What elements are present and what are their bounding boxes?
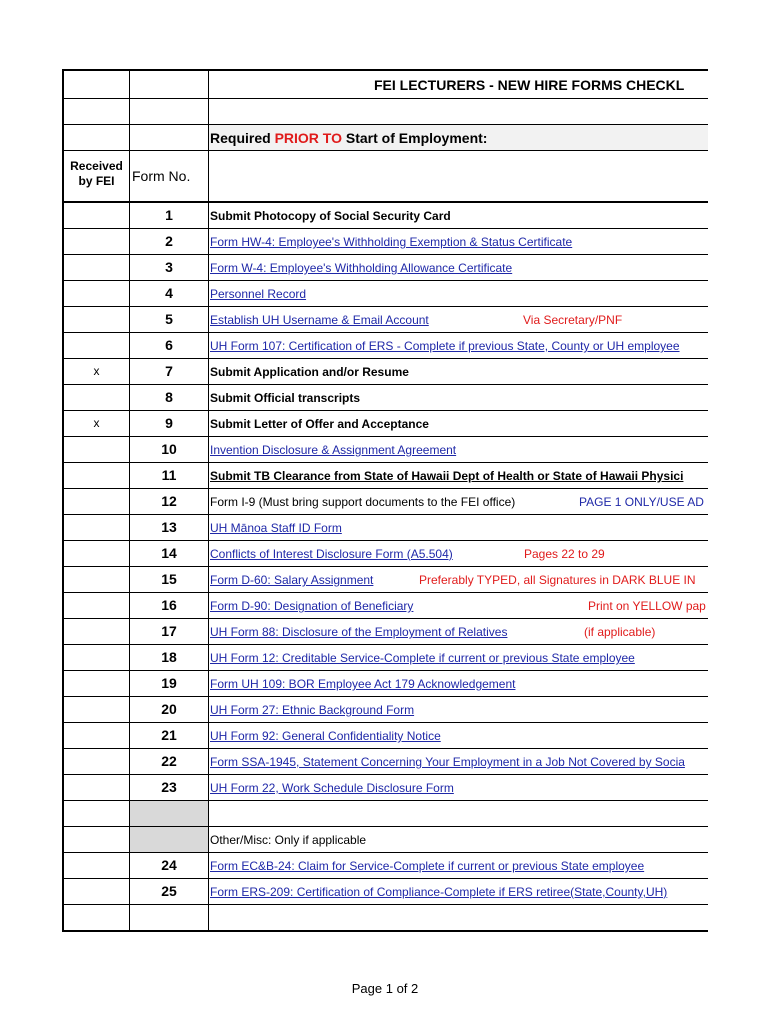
table-row [62,619,708,645]
table-row [62,281,708,307]
form-link[interactable]: Form UH 109: BOR Employee Act 179 Acknowledgement [210,677,516,691]
received-by-fei-header: Received by FEI [62,151,130,201]
form-number: 13 [130,515,209,540]
table-row [62,515,708,541]
form-link[interactable]: Conflicts of Interest Disclosure Form (A5.504) [210,547,453,561]
received-mark [62,307,130,332]
received-mark [62,671,130,696]
table-row [62,229,708,255]
blank-row [62,905,708,932]
table-row [62,697,708,723]
form-number: 6 [130,333,209,358]
table-row [62,463,708,489]
form-no-header: Form No. [130,151,209,201]
form-link[interactable]: UH Mānoa Staff ID Form [210,521,342,535]
form-number: 22 [130,749,209,774]
received-mark: x [62,411,130,436]
form-link[interactable]: UH Form 22, Work Schedule Disclosure Form [210,781,454,795]
table-row [62,879,708,905]
form-link[interactable]: Form W-4: Employee's Withholding Allowance Certificate [210,261,513,275]
form-number: 7 [130,359,209,384]
table-row [62,255,708,281]
table-row [62,411,708,437]
blank-row [62,801,708,827]
received-mark [62,255,130,280]
form-description: Form I-9 (Must bring support documents to the FEI office) [210,495,516,509]
table-row [62,775,708,801]
form-link[interactable]: UH Form 92: General Confidentiality Notice [210,729,441,743]
received-mark [62,853,130,878]
form-number: 4 [130,281,209,306]
form-link[interactable]: Form EC&B-24: Claim for Service-Complete if current or previous State employee [210,859,645,873]
received-mark [62,437,130,462]
form-number: 24 [130,853,209,878]
received-mark [62,229,130,254]
blank-row [62,99,708,125]
title-row [62,69,708,99]
form-number: 1 [130,203,209,228]
form-number: 16 [130,593,209,618]
received-mark [62,879,130,904]
table-row [62,541,708,567]
form-note: (if applicable) [584,625,656,639]
form-link[interactable]: UH Form 27: Ethnic Background Form [210,703,415,717]
received-mark [62,385,130,410]
received-mark [62,593,130,618]
received-mark [62,463,130,488]
received-mark [62,515,130,540]
received-mark [62,645,130,670]
form-number: 5 [130,307,209,332]
form-description: Submit TB Clearance from State of Hawaii Dept of Health or State of Hawaii Physici [210,469,684,483]
table-row [62,671,708,697]
form-link[interactable]: Establish UH Username & Email Account [210,313,429,327]
received-mark [62,203,130,228]
received-mark [62,281,130,306]
subheading-row [62,125,708,151]
table-row [62,307,708,333]
form-note: Preferably TYPED, all Signatures in DARK BLUE IN [419,573,696,587]
received-mark [62,619,130,644]
form-description: Submit Photocopy of Social Security Card [210,209,451,223]
form-rows [62,203,708,801]
form-description: Submit Letter of Offer and Acceptance [210,417,429,431]
table-row [62,359,708,385]
column-header-row [62,151,708,203]
table-row [62,437,708,463]
table-row [62,645,708,671]
received-mark [62,333,130,358]
other-misc-label: Other/Misc: Only if applicable [210,833,367,847]
form-note: Pages 22 to 29 [524,547,605,561]
form-link[interactable]: Invention Disclosure & Assignment Agreement [210,443,457,457]
form-number: 9 [130,411,209,436]
form-number: 17 [130,619,209,644]
received-mark: x [62,359,130,384]
form-number: 19 [130,671,209,696]
form-number: 12 [130,489,209,514]
table-row [62,567,708,593]
form-link[interactable]: Form D-90: Designation of Beneficiary [210,599,414,613]
form-number: 21 [130,723,209,748]
form-link[interactable]: Personnel Record [210,287,307,301]
form-description: Submit Application and/or Resume [210,365,409,379]
form-link[interactable]: Form D-60: Salary Assignment [210,573,374,587]
form-number: 14 [130,541,209,566]
form-note: Via Secretary/PNF [523,313,623,327]
form-link[interactable]: UH Form 107: Certification of ERS - Complete if previous State, County or UH employee [210,339,680,353]
form-number: 2 [130,229,209,254]
received-mark [62,723,130,748]
form-number: 25 [130,879,209,904]
table-row [62,723,708,749]
form-description: Submit Official transcripts [210,391,361,405]
form-link[interactable]: Form SSA-1945, Statement Concerning Your Employment in a Job Not Covered by Socia [210,755,685,769]
table-row [62,853,708,879]
table-row [62,489,708,515]
form-link[interactable]: Form HW-4: Employee's Withholding Exemption & Status Certificate [210,235,573,249]
received-mark [62,775,130,800]
received-mark [62,749,130,774]
form-number: 15 [130,567,209,592]
page-title: FEI LECTURERS - NEW HIRE FORMS CHECKL [374,77,685,93]
form-note: PAGE 1 ONLY/USE AD [579,495,704,509]
table-row [62,203,708,229]
form-number: 23 [130,775,209,800]
table-row [62,333,708,359]
table-row [62,593,708,619]
form-number: 10 [130,437,209,462]
extra-form-rows [62,853,708,905]
form-link[interactable]: UH Form 88: Disclosure of the Employment of Relatives [210,625,508,639]
other-misc-row [62,827,708,853]
page-number: Page 1 of 2 [351,981,419,996]
section-heading: Required PRIOR TO Start of Employment: [209,125,708,150]
table-row [62,385,708,411]
form-link[interactable]: Form ERS-209: Certification of Compliance-Complete if ERS retiree(State,County,UH) [210,885,668,899]
received-mark [62,567,130,592]
forms-checklist-table [62,69,708,932]
received-mark [62,541,130,566]
form-number: 11 [130,463,209,488]
table-row [62,749,708,775]
form-note: Print on YELLOW pap [588,599,706,613]
form-number: 18 [130,645,209,670]
received-mark [62,489,130,514]
received-mark [62,697,130,722]
prior-to-highlight: PRIOR TO [274,130,342,146]
form-link[interactable]: UH Form 12: Creditable Service-Complete if current or previous State employee [210,651,635,665]
form-number: 20 [130,697,209,722]
form-number: 3 [130,255,209,280]
form-number: 8 [130,385,209,410]
